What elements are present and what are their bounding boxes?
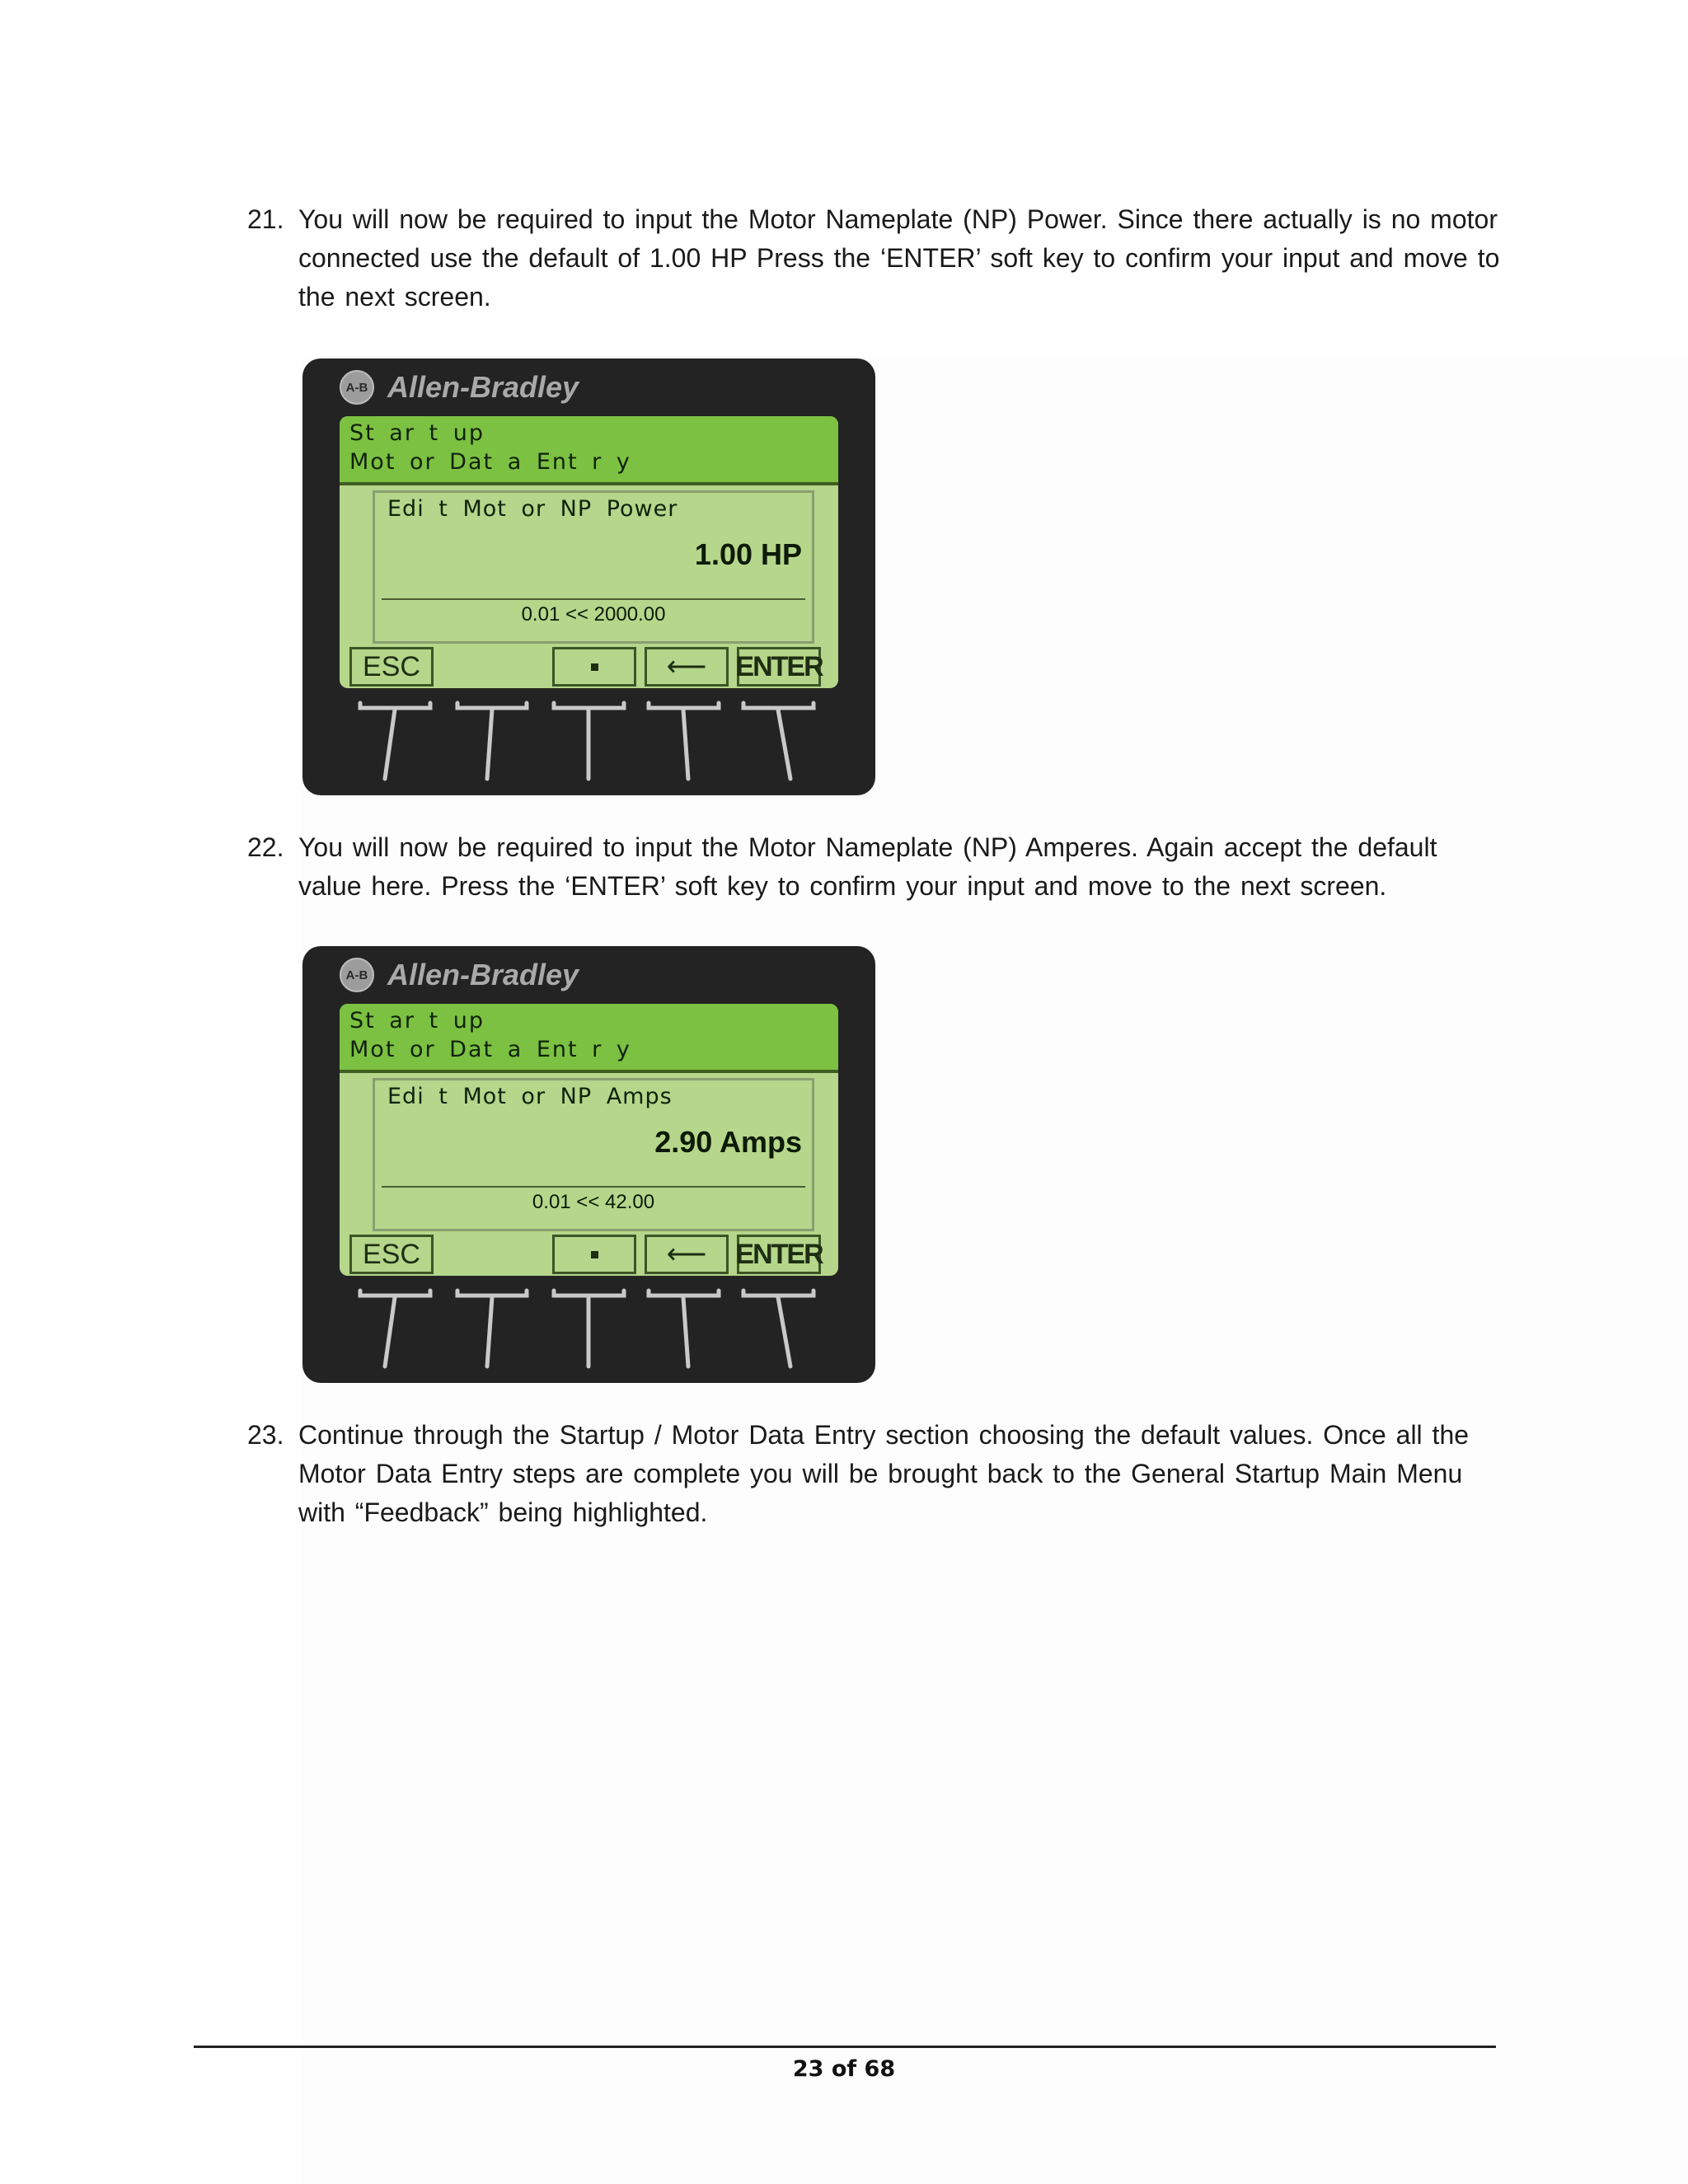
step-21: [247, 200, 1500, 316]
edit-parameter-range: 0.01 << 42.00: [532, 1191, 655, 1213]
decimal-point-icon: [591, 1251, 598, 1258]
edit-parameter-range: 0.01 << 2000.00: [521, 603, 666, 626]
decimal-point-icon: [591, 663, 598, 671]
screen-title-line1: St ar t up: [349, 1008, 485, 1033]
footer-divider: [194, 2046, 1496, 2048]
edit-parameter-value: 2.90 Amps: [654, 1125, 802, 1159]
hmi-screenshot-power: [302, 359, 875, 795]
ab-logo-icon: A-B: [340, 958, 374, 992]
lcd-screen: [340, 1004, 838, 1276]
step-text: Continue through the Startup / Motor Data Entry section choosing the default values. Once all the Motor Data Entry steps are complete you will be brought back to the General Startup Main Menu with “Feedback” being highlighted.: [298, 1420, 1470, 1527]
step-number: 21.: [247, 204, 284, 234]
esc-softkey[interactable]: ESC: [349, 647, 434, 687]
edit-parameter-box: [373, 1078, 814, 1231]
edit-parameter-label: Edi t Mot or NP Power: [387, 496, 678, 522]
step-22: [247, 828, 1500, 906]
brand-name: Allen-Bradley: [387, 370, 579, 404]
brand-logo: [340, 958, 579, 992]
edit-parameter-label: Edi t Mot or NP Amps: [387, 1084, 673, 1109]
enter-softkey[interactable]: ENTER: [737, 647, 821, 687]
softkey-pointer-lines: [302, 688, 875, 795]
edit-parameter-box: [373, 490, 814, 644]
step-text: You will now be required to input the Motor Nameplate (NP) Amperes. Again accept the default value here. Press the ‘ENTER’ soft key to confirm your input and move to the next screen.: [298, 832, 1437, 901]
lcd-screen: [340, 416, 838, 688]
step-number: 23.: [247, 1420, 284, 1450]
screen-title-line1: St ar t up: [349, 420, 485, 446]
decimal-softkey[interactable]: [552, 647, 636, 687]
screen-title-line2: Mot or Dat a Ent r y: [349, 1037, 631, 1062]
step-23: [247, 1416, 1500, 1532]
backspace-softkey[interactable]: ⟵: [645, 1235, 729, 1274]
brand-name: Allen-Bradley: [387, 958, 579, 991]
divider: [382, 598, 805, 600]
edit-parameter-value: 1.00 HP: [694, 537, 802, 571]
backspace-softkey[interactable]: ⟵: [645, 647, 729, 687]
softkey-pointer-lines: [302, 1276, 875, 1383]
screen-title-line2: Mot or Dat a Ent r y: [349, 449, 631, 475]
enter-softkey[interactable]: ENTER: [737, 1235, 821, 1274]
hmi-screenshot-amps: [302, 946, 875, 1383]
decimal-softkey[interactable]: [552, 1235, 636, 1274]
brand-logo: [340, 370, 579, 405]
screen-title-band: [340, 1004, 838, 1073]
divider: [382, 1186, 805, 1188]
screen-title-band: [340, 416, 838, 485]
esc-softkey[interactable]: ESC: [349, 1235, 434, 1274]
step-text: You will now be required to input the Motor Nameplate (NP) Power. Since there actually is no motor connected use the default of 1.00 HP Press the ‘ENTER’ soft key to confirm your input and move to the next screen.: [298, 204, 1500, 312]
step-number: 22.: [247, 832, 284, 862]
page-number: 23 of 68: [792, 2056, 896, 2082]
ab-logo-icon: A-B: [340, 370, 374, 405]
